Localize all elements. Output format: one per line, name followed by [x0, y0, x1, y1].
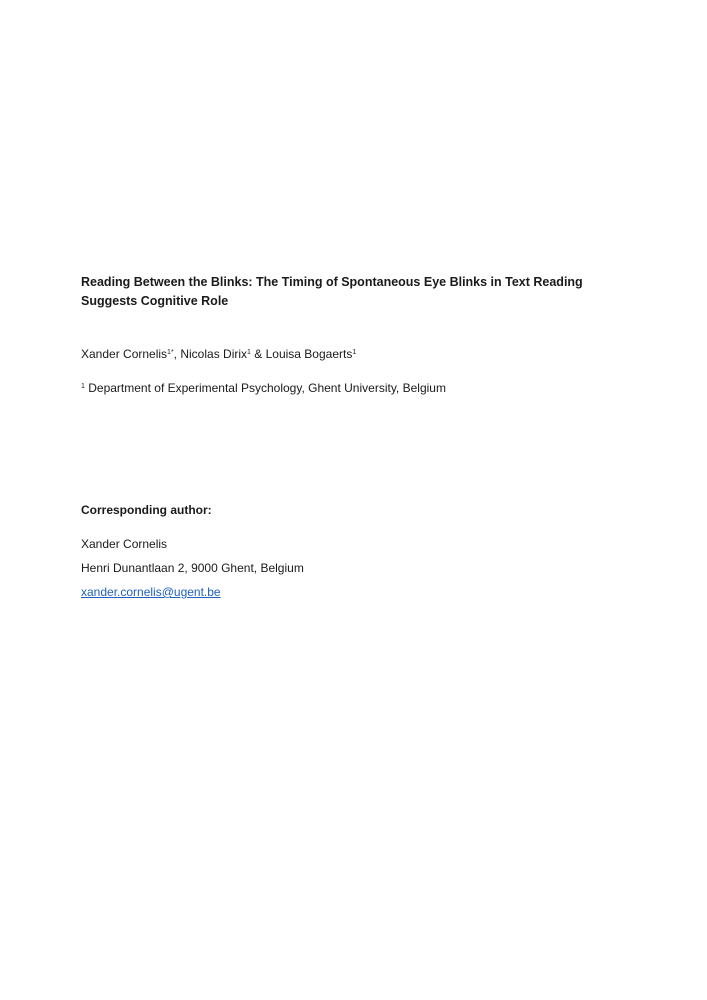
author-name: Louisa Bogaerts — [265, 347, 353, 361]
affiliation-text: Department of Experimental Psychology, Ghent University, Belgium — [84, 381, 446, 395]
affiliation — [81, 380, 446, 396]
paper-title: Reading Between the Blinks: The Timing of Spontaneous Eye Blinks in Text Reading Suggests Cognitive Role — [81, 275, 583, 308]
author-name: Xander Cornelis — [81, 347, 168, 361]
corresponding-author-heading: Corresponding author: — [81, 503, 212, 517]
author-affiliation-marker: 1* — [167, 349, 174, 356]
author-separator: & — [250, 347, 266, 361]
corresponding-author-address: Henri Dunantlaan 2, 9000 Ghent, Belgium — [81, 561, 304, 575]
author-affiliation-marker: 1 — [247, 349, 251, 356]
corresponding-author-email-link[interactable]: xander.cornelis@ugent.be — [81, 585, 221, 599]
corresponding-author-name: Xander Cornelis — [81, 537, 168, 551]
affiliation-marker: 1 — [81, 383, 85, 390]
author-name: Nicolas Dirix — [180, 347, 248, 361]
author-list — [81, 346, 356, 362]
author-separator: , — [173, 347, 181, 361]
author-affiliation-marker: 1 — [352, 349, 357, 356]
